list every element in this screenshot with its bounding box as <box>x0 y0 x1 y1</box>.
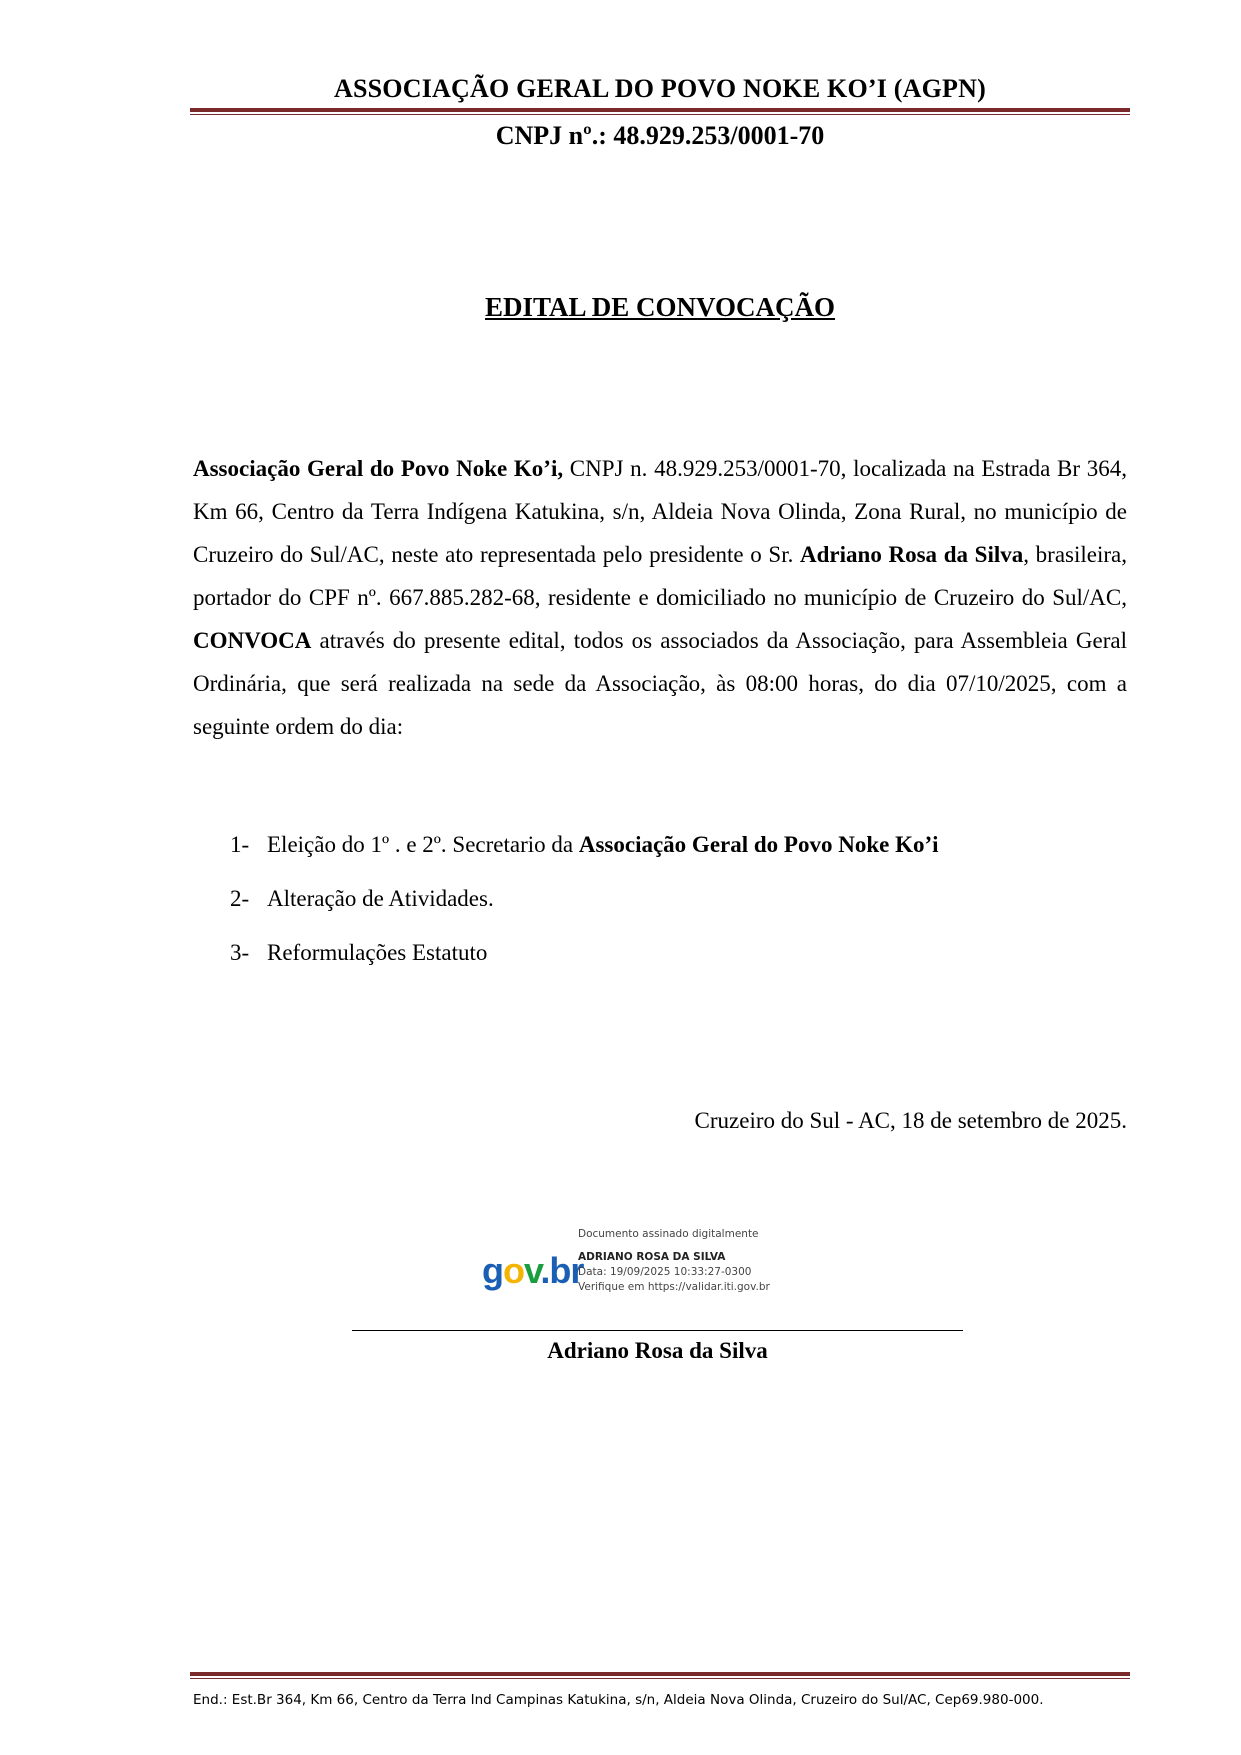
agenda-item-text: Reformulações Estatuto <box>267 940 488 965</box>
agenda-item-number: 3- <box>230 940 250 965</box>
convoca-keyword: CONVOCA <box>193 628 312 653</box>
agenda-item-number: 2- <box>230 886 250 911</box>
govbr-logo-icon: gov.br <box>482 1250 584 1291</box>
organization-title: ASSOCIAÇÃO GERAL DO POVO NOKE KO’I (AGPN) <box>334 74 986 103</box>
stamp-date: Data: 19/09/2025 10:33:27-0300 <box>578 1266 752 1278</box>
agenda-item-text: Eleição do 1º . e 2º. Secretario da <box>267 832 579 857</box>
organization-cnpj: CNPJ nº.: 48.929.253/0001-70 <box>495 121 825 150</box>
agenda-item <box>230 940 939 994</box>
signer-name: Adriano Rosa da Silva <box>547 1338 768 1363</box>
document-title: EDITAL DE CONVOCAÇÃO <box>485 292 835 322</box>
digital-signature-stamp <box>482 1227 802 1307</box>
place-and-date: Cruzeiro do Sul - AC, 18 de setembro de 2025. <box>694 1108 1127 1133</box>
paragraph-text-1: CNPJ n. 48.929.253/0001-70, localizada na Estrada Br 364, Km 66, Centro da Terra Indígena Katukina, s/n, Aldeia Nova Olinda, Zona Rural, no município de Cruzeiro do Sul/AC, neste ato representada pelo presidente o Sr. <box>193 456 1127 567</box>
stamp-signer: ADRIANO ROSA DA SILVA <box>578 1251 726 1263</box>
header-divider <box>190 108 1130 115</box>
president-name: Adriano Rosa da Silva <box>800 542 1024 567</box>
convocation-paragraph <box>193 447 1127 748</box>
agenda-list <box>230 832 939 994</box>
agenda-item <box>230 832 939 886</box>
agenda-item-bold: Associação Geral do Povo Noke Ko’i <box>578 832 939 857</box>
footer-address: End.: Est.Br 364, Km 66, Centro da Terra Ind Campinas Katukina, s/n, Aldeia Nova Olinda, Cruzeiro do Sul/AC, Cep69.980-000. <box>193 1692 1044 1708</box>
agenda-item-number: 1- <box>230 832 250 857</box>
agenda-item <box>230 886 939 940</box>
stamp-verify: Verifique em https://validar.iti.gov.br <box>578 1281 770 1293</box>
paragraph-text-2: , brasileira, portador do CPF nº. 667.885.282-68, residente e domiciliado no município de Cruzeiro do Sul/AC, <box>193 542 1127 610</box>
stamp-label: Documento assinado digitalmente <box>578 1228 759 1240</box>
signature-line <box>352 1330 963 1331</box>
org-name: Associação Geral do Povo Noke Ko’i, <box>193 456 564 481</box>
paragraph-text-3: através do presente edital, todos os associados da Associação, para Assembleia Geral Ordinária, que será realizada na sede da Associação, às 08:00 horas, do dia 07/10/2025, com a seguinte ordem do dia: <box>193 628 1127 739</box>
agenda-item-text: Alteração de Atividades. <box>267 886 494 911</box>
footer-divider <box>190 1672 1130 1679</box>
